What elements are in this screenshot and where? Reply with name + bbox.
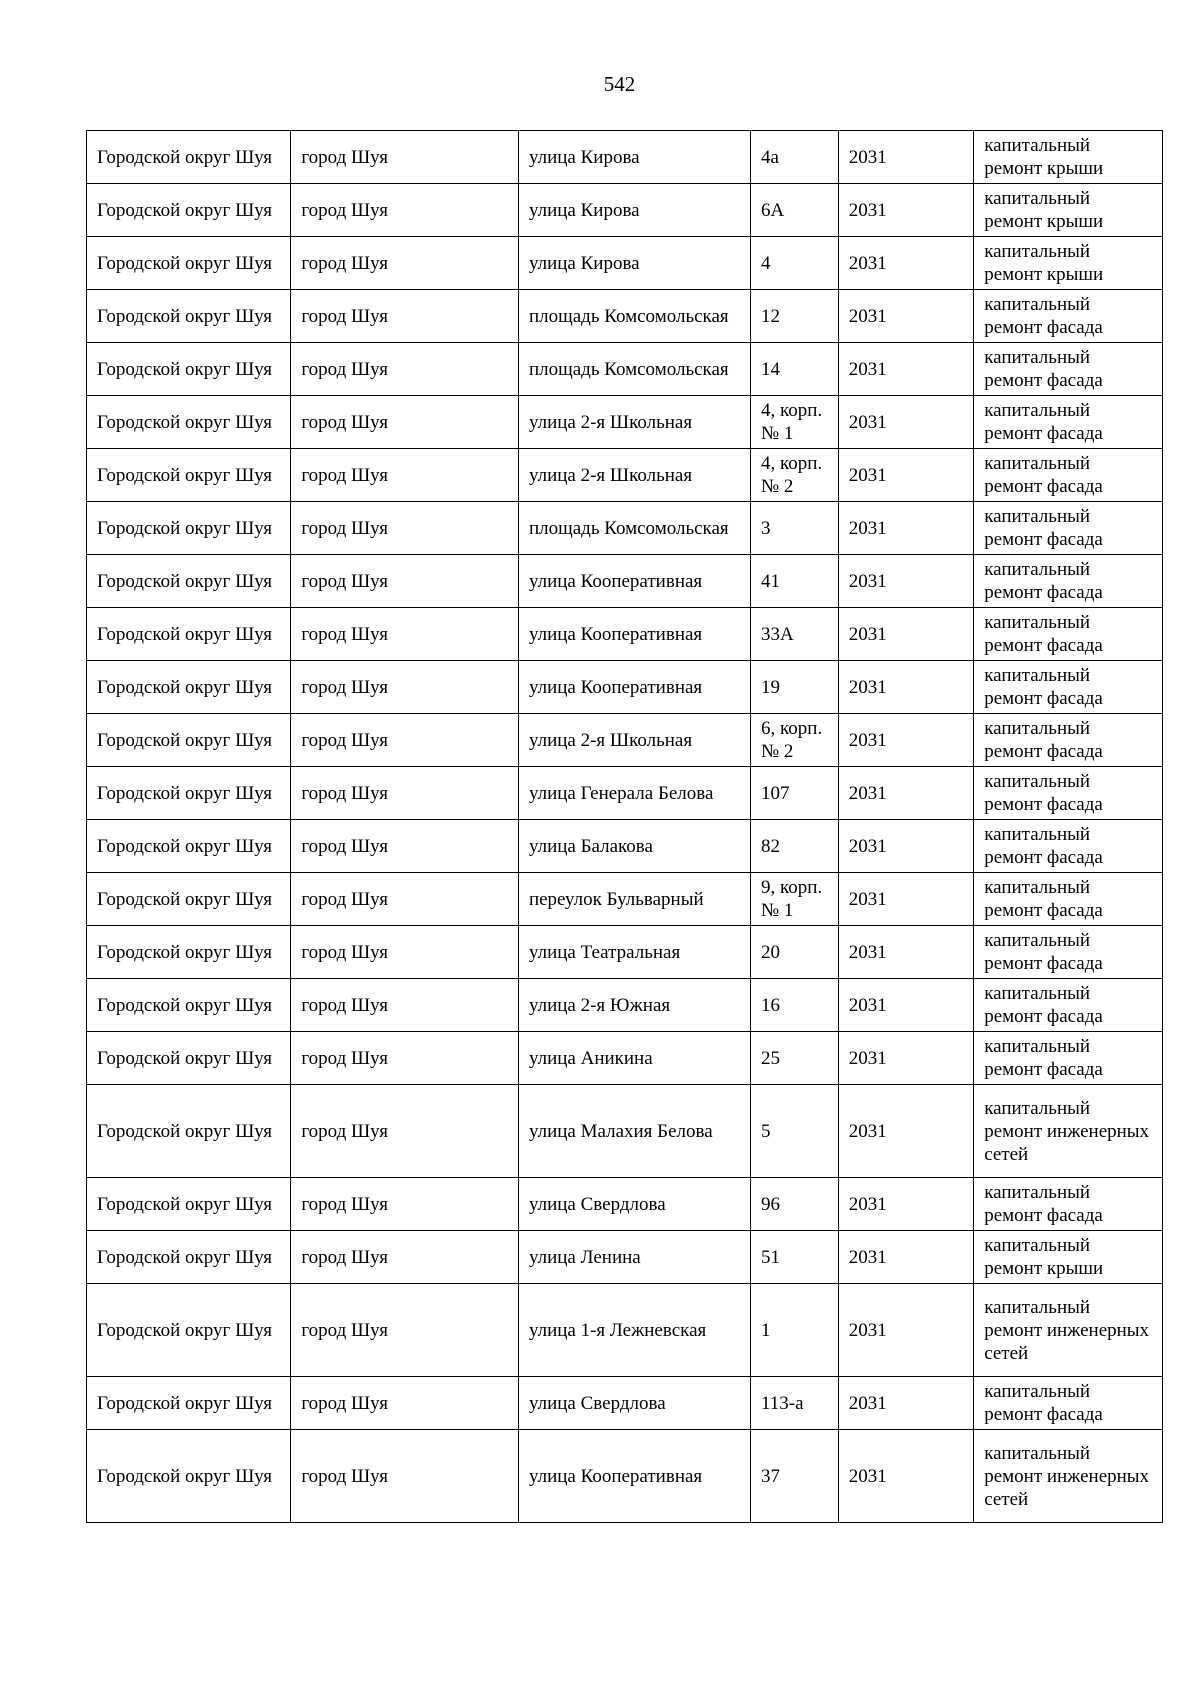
house-number-cell: 19	[751, 661, 839, 714]
year-cell: 2031	[838, 873, 973, 926]
district-cell: Городской округ Шуя	[87, 555, 291, 608]
street-cell: улица 2-я Южная	[518, 979, 750, 1032]
street-cell: улица Аникина	[518, 1032, 750, 1085]
table-row	[87, 1231, 1163, 1284]
work-type-cell: капитальный ремонт фасада	[974, 926, 1163, 979]
house-number-cell: 6А	[751, 184, 839, 237]
district-cell: Городской округ Шуя	[87, 502, 291, 555]
city-cell: город Шуя	[291, 290, 519, 343]
house-number-cell: 96	[751, 1178, 839, 1231]
year-cell: 2031	[838, 979, 973, 1032]
district-cell: Городской округ Шуя	[87, 979, 291, 1032]
street-cell: улица Театральная	[518, 926, 750, 979]
street-cell: улица Кирова	[518, 184, 750, 237]
street-cell: улица Генерала Белова	[518, 767, 750, 820]
city-cell: город Шуя	[291, 184, 519, 237]
district-cell: Городской округ Шуя	[87, 1284, 291, 1377]
district-cell: Городской округ Шуя	[87, 1377, 291, 1430]
district-cell: Городской округ Шуя	[87, 767, 291, 820]
work-type-cell: капитальный ремонт инженерных сетей	[974, 1085, 1163, 1178]
table-row	[87, 131, 1163, 184]
district-cell: Городской округ Шуя	[87, 237, 291, 290]
city-cell: город Шуя	[291, 661, 519, 714]
district-cell: Городской округ Шуя	[87, 714, 291, 767]
page-number: 542	[603, 72, 636, 96]
district-cell: Городской округ Шуя	[87, 1231, 291, 1284]
house-number-cell: 6, корп. № 2	[751, 714, 839, 767]
year-cell: 2031	[838, 661, 973, 714]
street-cell: улица Свердлова	[518, 1178, 750, 1231]
work-type-cell: капитальный ремонт фасада	[974, 290, 1163, 343]
city-cell: город Шуя	[291, 1430, 519, 1523]
house-number-cell: 113-а	[751, 1377, 839, 1430]
city-cell: город Шуя	[291, 873, 519, 926]
table-row	[87, 555, 1163, 608]
district-cell: Городской округ Шуя	[87, 449, 291, 502]
city-cell: город Шуя	[291, 926, 519, 979]
work-type-cell: капитальный ремонт фасада	[974, 873, 1163, 926]
house-number-cell: 33А	[751, 608, 839, 661]
street-cell: переулок Бульварный	[518, 873, 750, 926]
work-type-cell: капитальный ремонт инженерных сетей	[974, 1430, 1163, 1523]
work-type-cell: капитальный ремонт фасада	[974, 820, 1163, 873]
table-row	[87, 979, 1163, 1032]
street-cell: улица Кирова	[518, 237, 750, 290]
city-cell: город Шуя	[291, 1377, 519, 1430]
year-cell: 2031	[838, 396, 973, 449]
table-row	[87, 184, 1163, 237]
table-row	[87, 873, 1163, 926]
work-type-cell: капитальный ремонт крыши	[974, 1231, 1163, 1284]
district-cell: Городской округ Шуя	[87, 184, 291, 237]
table-row	[87, 714, 1163, 767]
work-type-cell: капитальный ремонт фасада	[974, 767, 1163, 820]
house-number-cell: 1	[751, 1284, 839, 1377]
house-number-cell: 3	[751, 502, 839, 555]
street-cell: площадь Комсомольская	[518, 502, 750, 555]
house-number-cell: 4, корп. № 2	[751, 449, 839, 502]
street-cell: улица Ленина	[518, 1231, 750, 1284]
street-cell: улица Кирова	[518, 131, 750, 184]
house-number-cell: 37	[751, 1430, 839, 1523]
street-cell: улица Свердлова	[518, 1377, 750, 1430]
work-type-cell: капитальный ремонт инженерных сетей	[974, 1284, 1163, 1377]
city-cell: город Шуя	[291, 820, 519, 873]
city-cell: город Шуя	[291, 396, 519, 449]
work-type-cell: капитальный ремонт крыши	[974, 237, 1163, 290]
street-cell: улица Кооперативная	[518, 555, 750, 608]
house-number-cell: 4	[751, 237, 839, 290]
district-cell: Городской округ Шуя	[87, 873, 291, 926]
table-row	[87, 1377, 1163, 1430]
year-cell: 2031	[838, 1085, 973, 1178]
table-body	[87, 131, 1163, 1523]
year-cell: 2031	[838, 502, 973, 555]
street-cell: улица Балакова	[518, 820, 750, 873]
city-cell: город Шуя	[291, 1231, 519, 1284]
city-cell: город Шуя	[291, 237, 519, 290]
work-type-cell: капитальный ремонт фасада	[974, 661, 1163, 714]
year-cell: 2031	[838, 714, 973, 767]
table-row	[87, 1178, 1163, 1231]
city-cell: город Шуя	[291, 131, 519, 184]
table-row	[87, 926, 1163, 979]
city-cell: город Шуя	[291, 555, 519, 608]
street-cell: улица Кооперативная	[518, 661, 750, 714]
street-cell: улица Кооперативная	[518, 1430, 750, 1523]
work-type-cell: капитальный ремонт фасада	[974, 979, 1163, 1032]
work-type-cell: капитальный ремонт фасада	[974, 1032, 1163, 1085]
house-number-cell: 14	[751, 343, 839, 396]
district-cell: Городской округ Шуя	[87, 1032, 291, 1085]
city-cell: город Шуя	[291, 343, 519, 396]
house-number-cell: 16	[751, 979, 839, 1032]
city-cell: город Шуя	[291, 1032, 519, 1085]
house-number-cell: 41	[751, 555, 839, 608]
year-cell: 2031	[838, 131, 973, 184]
year-cell: 2031	[838, 237, 973, 290]
street-cell: улица 2-я Школьная	[518, 449, 750, 502]
repair-schedule-table	[86, 130, 1163, 1523]
year-cell: 2031	[838, 1430, 973, 1523]
street-cell: улица 2-я Школьная	[518, 396, 750, 449]
street-cell: площадь Комсомольская	[518, 290, 750, 343]
house-number-cell: 20	[751, 926, 839, 979]
house-number-cell: 25	[751, 1032, 839, 1085]
house-number-cell: 9, корп. № 1	[751, 873, 839, 926]
work-type-cell: капитальный ремонт фасада	[974, 555, 1163, 608]
year-cell: 2031	[838, 1032, 973, 1085]
work-type-cell: капитальный ремонт крыши	[974, 184, 1163, 237]
district-cell: Городской округ Шуя	[87, 131, 291, 184]
city-cell: город Шуя	[291, 1085, 519, 1178]
year-cell: 2031	[838, 555, 973, 608]
city-cell: город Шуя	[291, 608, 519, 661]
district-cell: Городской округ Шуя	[87, 820, 291, 873]
city-cell: город Шуя	[291, 979, 519, 1032]
district-cell: Городской округ Шуя	[87, 661, 291, 714]
district-cell: Городской округ Шуя	[87, 1085, 291, 1178]
work-type-cell: капитальный ремонт фасада	[974, 343, 1163, 396]
work-type-cell: капитальный ремонт фасада	[974, 449, 1163, 502]
work-type-cell: капитальный ремонт фасада	[974, 1377, 1163, 1430]
city-cell: город Шуя	[291, 1178, 519, 1231]
table-row	[87, 1032, 1163, 1085]
house-number-cell: 107	[751, 767, 839, 820]
work-type-cell: капитальный ремонт фасада	[974, 608, 1163, 661]
district-cell: Городской округ Шуя	[87, 926, 291, 979]
year-cell: 2031	[838, 767, 973, 820]
year-cell: 2031	[838, 290, 973, 343]
year-cell: 2031	[838, 1377, 973, 1430]
street-cell: улица Малахия Белова	[518, 1085, 750, 1178]
table-row	[87, 1430, 1163, 1523]
house-number-cell: 4, корп. № 1	[751, 396, 839, 449]
house-number-cell: 51	[751, 1231, 839, 1284]
district-cell: Городской округ Шуя	[87, 1178, 291, 1231]
district-cell: Городской округ Шуя	[87, 343, 291, 396]
district-cell: Городской округ Шуя	[87, 396, 291, 449]
year-cell: 2031	[838, 343, 973, 396]
year-cell: 2031	[838, 608, 973, 661]
district-cell: Городской округ Шуя	[87, 608, 291, 661]
table-row	[87, 1284, 1163, 1377]
table-row	[87, 396, 1163, 449]
table-row	[87, 237, 1163, 290]
house-number-cell: 12	[751, 290, 839, 343]
city-cell: город Шуя	[291, 1284, 519, 1377]
table-row	[87, 608, 1163, 661]
street-cell: улица Кооперативная	[518, 608, 750, 661]
city-cell: город Шуя	[291, 767, 519, 820]
house-number-cell: 5	[751, 1085, 839, 1178]
table-row	[87, 767, 1163, 820]
district-cell: Городской округ Шуя	[87, 290, 291, 343]
year-cell: 2031	[838, 1231, 973, 1284]
district-cell: Городской округ Шуя	[87, 1430, 291, 1523]
work-type-cell: капитальный ремонт фасада	[974, 1178, 1163, 1231]
year-cell: 2031	[838, 1284, 973, 1377]
table-row	[87, 290, 1163, 343]
year-cell: 2031	[838, 1178, 973, 1231]
table-row	[87, 449, 1163, 502]
table-row	[87, 820, 1163, 873]
house-number-cell: 82	[751, 820, 839, 873]
street-cell: улица 2-я Школьная	[518, 714, 750, 767]
year-cell: 2031	[838, 926, 973, 979]
city-cell: город Шуя	[291, 449, 519, 502]
house-number-cell: 4а	[751, 131, 839, 184]
work-type-cell: капитальный ремонт фасада	[974, 714, 1163, 767]
year-cell: 2031	[838, 449, 973, 502]
street-cell: улица 1-я Лежневская	[518, 1284, 750, 1377]
work-type-cell: капитальный ремонт фасада	[974, 396, 1163, 449]
year-cell: 2031	[838, 184, 973, 237]
table-row	[87, 1085, 1163, 1178]
city-cell: город Шуя	[291, 714, 519, 767]
table-row	[87, 343, 1163, 396]
work-type-cell: капитальный ремонт фасада	[974, 502, 1163, 555]
table-row	[87, 502, 1163, 555]
city-cell: город Шуя	[291, 502, 519, 555]
year-cell: 2031	[838, 820, 973, 873]
street-cell: площадь Комсомольская	[518, 343, 750, 396]
table-row	[87, 661, 1163, 714]
work-type-cell: капитальный ремонт крыши	[974, 131, 1163, 184]
